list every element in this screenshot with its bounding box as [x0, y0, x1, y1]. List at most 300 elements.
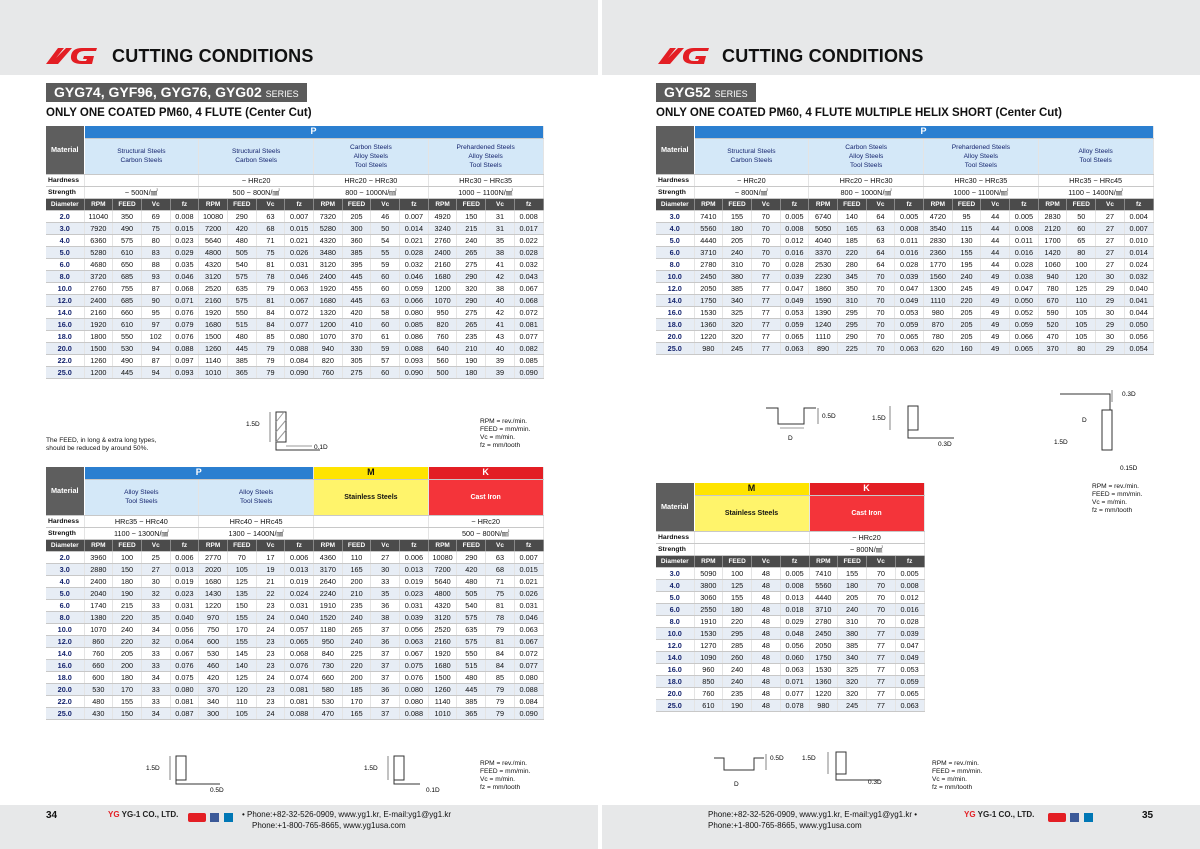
value-cell: 37 — [371, 695, 400, 707]
value-cell: 165 — [342, 707, 371, 719]
value-cell: 290 — [457, 294, 486, 306]
value-cell: 1740 — [84, 599, 113, 611]
diameter-cell: 25.0 — [46, 366, 84, 378]
value-cell: 530 — [199, 647, 228, 659]
youtube-icon[interactable] — [1048, 813, 1066, 822]
value-cell: 85 — [486, 671, 515, 683]
value-cell: 0.071 — [170, 294, 199, 306]
diameter-cell: 5.0 — [46, 246, 84, 258]
value-cell: 110 — [1067, 294, 1096, 306]
value-cell: 295 — [837, 318, 866, 330]
value-cell: 130 — [952, 234, 981, 246]
value-cell: 445 — [113, 366, 142, 378]
value-cell: 7200 — [428, 563, 457, 575]
value-cell: 125 — [227, 575, 256, 587]
value-cell: 48 — [752, 591, 781, 603]
column-header: fz — [514, 198, 543, 210]
value-cell: 35 — [141, 611, 170, 623]
hardness-label: Hardness — [46, 174, 84, 186]
value-cell: 6740 — [809, 210, 838, 222]
value-cell: 75 — [256, 246, 285, 258]
diameter-cell: 8.0 — [656, 258, 694, 270]
series-badge: GYG74, GYF96, GYG76, GYG02 SERIES — [46, 83, 307, 102]
facebook-icon[interactable] — [1070, 813, 1079, 822]
value-cell: 220 — [342, 659, 371, 671]
value-cell: 44 — [981, 222, 1010, 234]
value-cell: 155 — [723, 591, 752, 603]
value-cell: 0.088 — [400, 342, 429, 354]
column-header: Vc — [752, 555, 781, 567]
value-cell: 39 — [486, 354, 515, 366]
table-row — [46, 366, 543, 378]
column-header: fz — [1124, 198, 1153, 210]
value-cell: 0.088 — [400, 707, 429, 719]
group-header: M — [314, 467, 429, 479]
group-row — [46, 126, 543, 138]
value-cell: 0.090 — [514, 366, 543, 378]
value-cell: 380 — [723, 270, 752, 282]
value-cell: 290 — [227, 210, 256, 222]
value-cell: 0.081 — [514, 318, 543, 330]
value-cell: 205 — [952, 318, 981, 330]
value-cell: 27 — [1096, 234, 1125, 246]
value-cell: 575 — [227, 294, 256, 306]
value-cell: 4320 — [428, 599, 457, 611]
value-cell: 0.014 — [400, 222, 429, 234]
value-cell: 0.029 — [170, 246, 199, 258]
hardness-value — [694, 531, 809, 543]
value-cell: 2550 — [694, 603, 723, 615]
value-cell: 0.080 — [400, 683, 429, 695]
value-cell: 70 — [866, 342, 895, 354]
value-cell: 70 — [866, 282, 895, 294]
value-cell: 4720 — [924, 210, 953, 222]
hardness-value — [84, 174, 199, 186]
value-cell: 320 — [457, 282, 486, 294]
value-cell: 1200 — [428, 282, 457, 294]
value-cell: 102 — [141, 330, 170, 342]
value-cell: 370 — [1038, 342, 1067, 354]
value-cell: 240 — [838, 603, 867, 615]
value-cell: 445 — [457, 683, 486, 695]
value-cell: 2530 — [809, 258, 838, 270]
value-cell: 155 — [227, 635, 256, 647]
value-cell: 340 — [838, 651, 867, 663]
diameter-cell: 8.0 — [656, 615, 694, 627]
value-cell: 330 — [342, 342, 371, 354]
table-row — [656, 591, 924, 603]
value-cell: 150 — [457, 210, 486, 222]
value-cell: 77 — [867, 627, 896, 639]
column-header: fz — [400, 198, 429, 210]
value-cell: 370 — [342, 330, 371, 342]
value-cell: 32 — [141, 587, 170, 599]
value-cell: 1920 — [314, 282, 343, 294]
value-cell: 635 — [457, 623, 486, 635]
value-cell: 0.012 — [780, 234, 809, 246]
svg-text:1.5D: 1.5D — [1054, 439, 1068, 446]
value-cell: 240 — [723, 246, 752, 258]
value-cell: 0.080 — [400, 695, 429, 707]
diameter-cell: 3.0 — [656, 210, 694, 222]
diameter-cell: 4.0 — [46, 575, 84, 587]
value-cell: 0.006 — [285, 551, 314, 563]
value-cell: 0.032 — [1124, 270, 1153, 282]
value-cell: 190 — [113, 587, 142, 599]
value-cell: 2450 — [809, 627, 838, 639]
diameter-cell: 4.0 — [656, 579, 694, 591]
value-cell: 75 — [141, 222, 170, 234]
value-cell: 0.039 — [780, 270, 809, 282]
strength-value: ~ 800N/㎟ — [809, 543, 924, 555]
group-row — [656, 126, 1153, 138]
value-cell: 275 — [457, 258, 486, 270]
value-cell: 0.012 — [895, 591, 924, 603]
table-row — [46, 330, 543, 342]
value-cell: 0.068 — [170, 282, 199, 294]
value-cell: 0.082 — [514, 342, 543, 354]
side-cut-diagram — [760, 402, 860, 450]
strength-row — [656, 543, 924, 555]
value-cell: 1800 — [84, 330, 113, 342]
value-cell: 0.031 — [285, 258, 314, 270]
value-cell: 185 — [837, 234, 866, 246]
value-cell: 0.047 — [895, 639, 924, 651]
value-cell: 1270 — [694, 639, 723, 651]
value-cell: 490 — [113, 354, 142, 366]
value-cell: 63 — [866, 222, 895, 234]
value-cell: 49 — [981, 306, 1010, 318]
column-header: FEED — [952, 198, 981, 210]
group-header: M — [694, 483, 809, 495]
value-cell: 33 — [141, 683, 170, 695]
material-name: Carbon Steels Alloy Steels Tool Steels — [809, 138, 924, 174]
value-cell: 170 — [342, 695, 371, 707]
value-cell: 0.050 — [1124, 318, 1153, 330]
value-cell: 205 — [113, 647, 142, 659]
value-cell: 0.074 — [285, 671, 314, 683]
value-cell: 940 — [314, 342, 343, 354]
value-cell: 0.063 — [895, 342, 924, 354]
value-cell: 0.056 — [400, 623, 429, 635]
value-cell: 1200 — [314, 318, 343, 330]
value-cell: 0.005 — [780, 210, 809, 222]
value-cell: 6360 — [84, 234, 113, 246]
value-cell: 23 — [256, 683, 285, 695]
group-header: P — [84, 467, 314, 479]
diameter-cell: 16.0 — [46, 318, 84, 330]
value-cell: 41 — [486, 258, 515, 270]
strength-label: Strength — [46, 527, 84, 539]
value-cell: 0.007 — [1124, 222, 1153, 234]
value-cell: 0.040 — [170, 611, 199, 623]
value-cell: 0.018 — [780, 603, 809, 615]
value-cell: 385 — [838, 639, 867, 651]
value-cell: 1910 — [694, 615, 723, 627]
value-cell: 65 — [1067, 234, 1096, 246]
svg-text:0.3D: 0.3D — [1122, 391, 1136, 398]
svg-text:D: D — [1082, 417, 1087, 424]
value-cell: 950 — [314, 635, 343, 647]
value-cell: 190 — [457, 354, 486, 366]
value-cell: 71 — [256, 234, 285, 246]
value-cell: 530 — [314, 695, 343, 707]
column-header: fz — [1010, 198, 1039, 210]
value-cell: 575 — [457, 635, 486, 647]
value-cell: 285 — [723, 639, 752, 651]
value-cell: 445 — [342, 294, 371, 306]
value-cell: 2780 — [809, 615, 838, 627]
value-cell: 365 — [457, 707, 486, 719]
table-row — [656, 699, 924, 711]
value-cell: 2760 — [428, 234, 457, 246]
diameter-cell: 6.0 — [46, 258, 84, 270]
strength-row — [656, 186, 1153, 198]
value-cell: 33 — [141, 647, 170, 659]
table-row — [656, 579, 924, 591]
table-row — [46, 234, 543, 246]
value-cell: 220 — [837, 246, 866, 258]
value-cell: 3120 — [428, 611, 457, 623]
value-cell: 1530 — [809, 663, 838, 675]
value-cell: 0.059 — [1010, 318, 1039, 330]
value-cell: 48 — [752, 579, 781, 591]
value-cell: 0.019 — [285, 575, 314, 587]
table-row — [656, 330, 1153, 342]
value-cell: 180 — [723, 603, 752, 615]
value-cell: 4920 — [428, 210, 457, 222]
value-cell: 290 — [457, 270, 486, 282]
value-cell: 0.063 — [400, 635, 429, 647]
value-cell: 0.077 — [514, 330, 543, 342]
value-cell: 1920 — [84, 318, 113, 330]
value-cell: 260 — [723, 651, 752, 663]
table-row — [46, 611, 543, 623]
diameter-cell: 4.0 — [46, 234, 84, 246]
value-cell: 185 — [342, 683, 371, 695]
value-cell: 37 — [371, 659, 400, 671]
column-header: FEED — [457, 539, 486, 551]
value-cell: 445 — [227, 342, 256, 354]
hardness-value: HRc20 ~ HRc30 — [809, 174, 924, 186]
value-cell: 77 — [867, 699, 896, 711]
value-cell: 240 — [723, 663, 752, 675]
strength-value: 1100 ~ 1400N/㎟ — [1038, 186, 1153, 198]
svg-text:D: D — [734, 781, 739, 788]
diameter-cell: 3.0 — [46, 222, 84, 234]
value-cell: 79 — [256, 354, 285, 366]
value-cell: 0.059 — [895, 318, 924, 330]
diameter-header: Diameter — [46, 198, 84, 210]
value-cell: 2360 — [924, 246, 953, 258]
value-cell: 4040 — [809, 234, 838, 246]
diameter-header: Diameter — [656, 198, 694, 210]
value-cell: 1560 — [924, 270, 953, 282]
table-row — [656, 282, 1153, 294]
value-cell: 670 — [1038, 294, 1067, 306]
value-cell: 5280 — [84, 246, 113, 258]
table-row — [656, 627, 924, 639]
value-cell: 48 — [752, 675, 781, 687]
value-cell: 0.028 — [514, 246, 543, 258]
value-cell: 370 — [199, 683, 228, 695]
value-cell: 0.040 — [1124, 282, 1153, 294]
yg-logo-icon — [44, 44, 106, 68]
value-cell: 84 — [486, 647, 515, 659]
value-cell: 0.084 — [514, 695, 543, 707]
svg-text:0.5D: 0.5D — [822, 413, 836, 420]
table-row — [46, 318, 543, 330]
value-cell: 0.090 — [400, 366, 429, 378]
diameter-cell: 14.0 — [656, 651, 694, 663]
value-cell: 320 — [723, 330, 752, 342]
step-diagram — [1050, 384, 1150, 470]
value-cell: 890 — [809, 342, 838, 354]
value-cell: 60 — [371, 318, 400, 330]
value-cell: 95 — [952, 210, 981, 222]
value-cell: 0.075 — [400, 659, 429, 671]
value-cell: 1750 — [809, 651, 838, 663]
value-cell: 0.057 — [285, 623, 314, 635]
value-cell: 0.016 — [1010, 246, 1039, 258]
diameter-cell: 3.0 — [46, 563, 84, 575]
value-cell: 24 — [256, 611, 285, 623]
table-row — [656, 294, 1153, 306]
value-cell: 0.044 — [1124, 306, 1153, 318]
value-cell: 1680 — [199, 575, 228, 587]
strength-value: 1000 ~ 1100N/㎟ — [428, 186, 543, 198]
column-header: FEED — [723, 555, 752, 567]
group-row — [46, 467, 543, 479]
value-cell: 2450 — [694, 270, 723, 282]
value-cell: 69 — [141, 210, 170, 222]
value-cell: 31 — [486, 222, 515, 234]
value-cell: 3720 — [84, 270, 113, 282]
value-cell: 0.021 — [285, 234, 314, 246]
value-cell: 0.043 — [514, 270, 543, 282]
value-cell: 180 — [723, 222, 752, 234]
value-cell: 2400 — [428, 246, 457, 258]
slot-diagram — [800, 750, 910, 794]
value-cell: 0.088 — [285, 342, 314, 354]
value-cell: 0.028 — [400, 246, 429, 258]
facebook-icon[interactable] — [210, 813, 219, 822]
table-row — [46, 671, 543, 683]
unit-legend: RPM = rev./min. FEED = mm/min. Vc = m/min. fz = mm/tooth — [932, 760, 983, 791]
value-cell: 44 — [981, 246, 1010, 258]
column-header: fz — [514, 539, 543, 551]
value-cell: 2040 — [84, 587, 113, 599]
value-cell: 42 — [486, 270, 515, 282]
value-cell: 0.049 — [780, 294, 809, 306]
column-header: Vc — [141, 198, 170, 210]
table-row — [46, 695, 543, 707]
value-cell: 870 — [924, 318, 953, 330]
column-header: fz — [780, 555, 809, 567]
value-cell: 0.085 — [400, 318, 429, 330]
value-cell: 105 — [227, 563, 256, 575]
value-cell: 0.032 — [514, 258, 543, 270]
value-cell: 79 — [256, 366, 285, 378]
value-cell: 0.068 — [285, 647, 314, 659]
table-row — [656, 342, 1153, 354]
table-row — [46, 599, 543, 611]
svg-text:0.5D: 0.5D — [770, 755, 784, 762]
left-header — [0, 0, 598, 75]
linkedin-icon[interactable] — [1084, 813, 1093, 822]
value-cell: 125 — [227, 671, 256, 683]
value-cell: 0.015 — [514, 563, 543, 575]
column-header: RPM — [314, 198, 343, 210]
diameter-cell: 12.0 — [46, 294, 84, 306]
value-cell: 245 — [838, 699, 867, 711]
value-cell: 110 — [342, 551, 371, 563]
value-cell: 38 — [486, 282, 515, 294]
youtube-icon[interactable] — [188, 813, 206, 822]
table-row — [46, 623, 543, 635]
value-cell: 1070 — [428, 294, 457, 306]
value-cell: 780 — [1038, 282, 1067, 294]
svg-text:1.5D: 1.5D — [872, 415, 886, 422]
value-cell: 30 — [1096, 306, 1125, 318]
value-cell: 240 — [457, 234, 486, 246]
column-header: fz — [285, 539, 314, 551]
value-cell: 200 — [342, 671, 371, 683]
value-cell: 640 — [428, 342, 457, 354]
value-cell: 79 — [486, 623, 515, 635]
value-cell: 11040 — [84, 210, 113, 222]
value-cell: 81 — [256, 294, 285, 306]
value-cell: 5560 — [809, 579, 838, 591]
column-header: Vc — [867, 555, 896, 567]
material-label: Material — [46, 126, 84, 174]
value-cell: 385 — [457, 695, 486, 707]
svg-text:1.5D: 1.5D — [146, 765, 160, 772]
column-header: RPM — [924, 198, 953, 210]
value-cell: 36 — [371, 635, 400, 647]
value-cell: 150 — [227, 599, 256, 611]
value-cell: 3480 — [314, 246, 343, 258]
value-cell: 0.008 — [780, 222, 809, 234]
value-cell: 64 — [866, 246, 895, 258]
value-cell: 1530 — [694, 306, 723, 318]
diameter-cell: 18.0 — [656, 675, 694, 687]
value-cell: 59 — [371, 342, 400, 354]
value-cell: 5640 — [199, 234, 228, 246]
value-cell: 1060 — [1038, 258, 1067, 270]
value-cell: 2640 — [314, 575, 343, 587]
linkedin-icon[interactable] — [224, 813, 233, 822]
diameter-cell: 25.0 — [656, 699, 694, 711]
value-cell: 960 — [694, 663, 723, 675]
strength-value: 1300 ~ 1400N/㎟ — [199, 527, 314, 539]
value-cell: 0.023 — [400, 587, 429, 599]
svg-text:0.15D: 0.15D — [1120, 465, 1138, 470]
value-cell: 420 — [227, 222, 256, 234]
value-cell: 1700 — [1038, 234, 1067, 246]
value-cell: 1260 — [199, 342, 228, 354]
value-cell: 235 — [342, 599, 371, 611]
value-cell: 760 — [84, 647, 113, 659]
column-header: Vc — [486, 539, 515, 551]
value-cell: 2160 — [428, 635, 457, 647]
diameter-cell: 16.0 — [656, 663, 694, 675]
value-cell: 29 — [1096, 342, 1125, 354]
value-cell: 0.014 — [1124, 246, 1153, 258]
value-cell: 220 — [952, 294, 981, 306]
value-cell: 7320 — [314, 210, 343, 222]
hardness-value: ~ HRc20 — [199, 174, 314, 186]
